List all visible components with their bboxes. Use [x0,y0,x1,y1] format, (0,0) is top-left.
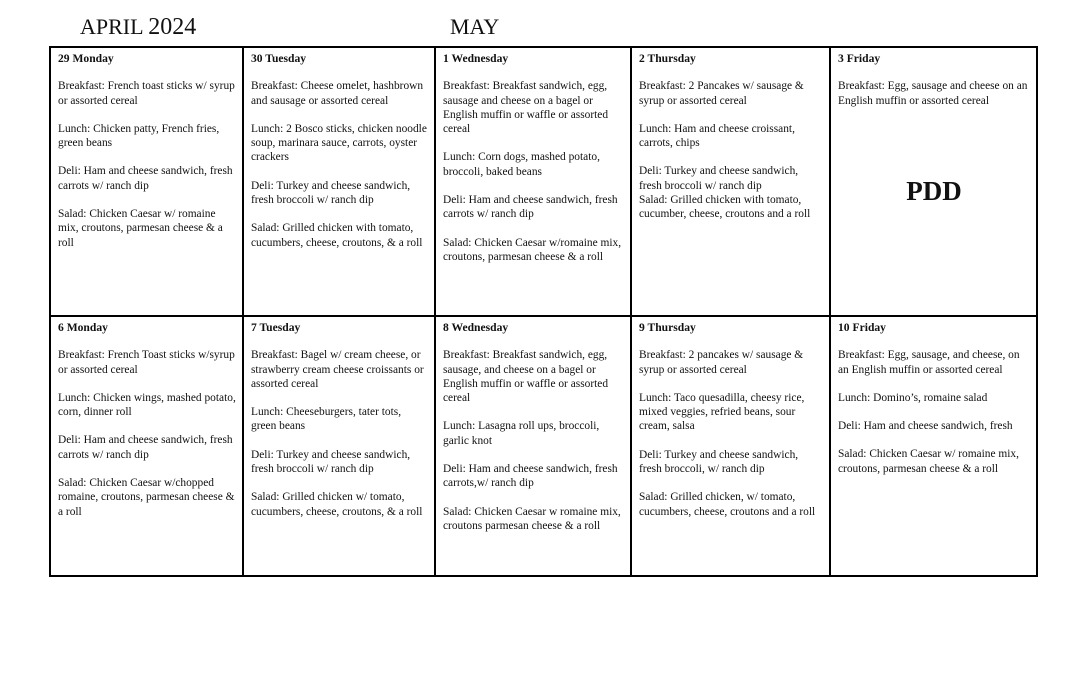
lunch-menu-calendar [49,46,1038,577]
day-title: 1 Wednesday [443,52,509,65]
salad-item: Salad: Grilled chicken with tomato, cucumbers, cheese, croutons, & a roll [251,222,423,249]
day-title: 3 Friday [838,52,881,65]
salad-item: Salad: Chicken Caesar w/ romaine mix, croutons, parmesan cheese & a roll [58,208,223,249]
day-cell-may-7 [243,316,435,576]
day-title: 8 Wednesday [443,321,509,334]
lunch-item: Lunch: Chicken patty, French fries, green beans [58,122,220,150]
breakfast-item: Breakfast: Breakfast sandwich, egg, sausage, and cheese on a bagel or English muffin or waffle or assorted cereal [443,349,609,405]
breakfast-item: Breakfast: Bagel w/ cream cheese, or strawberry cream cheese croissants or assorted cereal [251,349,424,390]
deli-item: Deli: Ham and cheese sandwich, fresh carrots w/ ranch dip [58,165,233,192]
breakfast-item: Breakfast: Egg, sausage, and cheese, on an English muffin or assorted cereal [838,349,1020,376]
week-row-1 [50,47,1037,316]
lunch-item: Lunch: Lasagna roll ups, broccoli, garlic knot [443,420,600,447]
april-month-label: APRIL [80,14,143,39]
deli-item: Deli: Turkey and cheese sandwich, fresh broccoli, w/ ranch dip [639,448,799,476]
pdd-note: PDD [906,175,962,206]
day-title: 9 Thursday [639,321,696,334]
salad-item: Salad: Grilled chicken w/ tomato, cucumbers, cheese, croutons, & a roll [251,491,423,518]
breakfast-item: Breakfast: Breakfast sandwich, egg, sausage and cheese on a bagel or English muffin or waffle or assorted cereal [443,80,609,136]
day-title: 7 Tuesday [251,321,301,334]
lunch-item: Lunch: Taco quesadilla, cheesy rice, mixed veggies, refried beans, sour cream, salsa [639,391,805,433]
may-header: MAY [450,14,500,39]
april-year-label: 2024 [148,14,197,40]
deli-item: Deli: Ham and cheese sandwich, fresh carrots,w/ ranch dip [443,463,618,490]
deli-item: Deli: Ham and cheese sandwich, fresh carrots w/ ranch dip [443,194,618,221]
deli-item: Deli: Turkey and cheese sandwich, fresh broccoli w/ ranch dip [251,179,411,207]
day-cell-may-1 [435,47,631,316]
day-title: 2 Thursday [639,52,696,65]
deli-item: Deli: Ham and cheese sandwich, fresh carrots w/ ranch dip [58,434,233,461]
day-cell-may-3 [830,47,1037,316]
day-cell-apr-30 [243,47,435,316]
salad-item: Salad: Chicken Caesar w romaine mix, croutons parmesan cheese & a roll [443,505,621,532]
day-cell-may-6 [50,316,243,576]
day-title: 10 Friday [838,321,886,334]
lunch-item: Lunch: Ham and cheese croissant, carrots, chips [639,122,795,150]
day-title: 30 Tuesday [251,52,307,65]
breakfast-item: Breakfast: Egg, sausage and cheese on an English muffin or assorted cereal [838,80,1028,107]
april-header [80,14,196,41]
lunch-item: Lunch: Domino’s, romaine salad [838,391,988,404]
day-cell-may-9 [631,316,830,576]
day-cell-apr-29 [50,47,243,316]
salad-item: Salad: Grilled chicken, w/ tomato, cucumbers, cheese, croutons and a roll [639,491,816,518]
day-title: 6 Monday [58,321,108,334]
salad-item: Salad: Grilled chicken with tomato, cucumber, cheese, croutons and a roll [639,194,811,221]
day-cell-may-2 [631,47,830,316]
day-title: 29 Monday [58,52,114,65]
breakfast-item: Breakfast: French Toast sticks w/syrup or assorted cereal [58,349,235,376]
lunch-item: Lunch: Corn dogs, mashed potato, broccoli, baked beans [443,151,600,178]
lunch-item: Lunch: 2 Bosco sticks, chicken noodle soup, marinara sauce, carrots, oyster crackers [251,122,427,164]
lunch-item: Lunch: Cheeseburgers, tater tots, green beans [251,406,402,433]
day-cell-may-10 [830,316,1037,576]
breakfast-item: Breakfast: French toast sticks w/ syrup or assorted cereal [58,80,235,107]
breakfast-item: Breakfast: 2 pancakes w/ sausage & syrup or assorted cereal [639,349,804,376]
salad-item: Salad: Chicken Caesar w/ romaine mix, croutons, parmesan cheese & a roll [838,448,1019,475]
deli-item: Deli: Turkey and cheese sandwich, fresh broccoli w/ ranch dip [251,448,411,476]
salad-item: Salad: Chicken Caesar w/romaine mix, croutons, parmesan cheese & a roll [443,236,622,263]
week-row-2 [50,316,1037,576]
breakfast-item: Breakfast: Cheese omelet, hashbrown and sausage or assorted cereal [251,80,424,107]
lunch-item: Lunch: Chicken wings, mashed potato, corn, dinner roll [58,391,236,419]
breakfast-item: Breakfast: 2 Pancakes w/ sausage & syrup or assorted cereal [639,80,804,107]
day-cell-may-8 [435,316,631,576]
deli-item: Deli: Turkey and cheese sandwich, fresh broccoli w/ ranch dip [639,165,799,192]
salad-item: Salad: Chicken Caesar w/chopped romaine, croutons, parmesan cheese & a roll [58,477,235,518]
deli-item: Deli: Ham and cheese sandwich, fresh [838,420,1013,433]
